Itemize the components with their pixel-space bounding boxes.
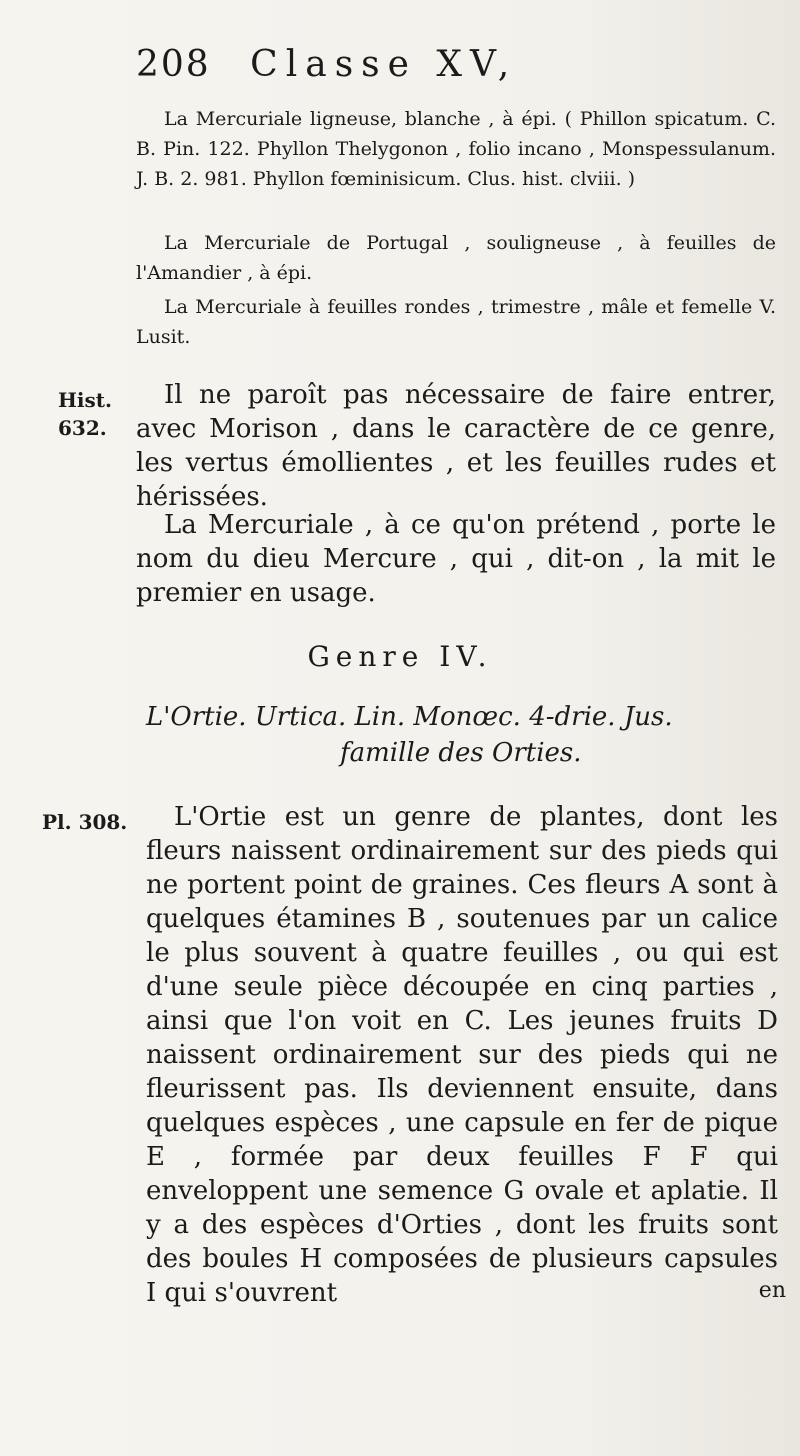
ortie-title-line2: famille des Orties. xyxy=(340,738,582,768)
paragraph-morison: Il ne paroît pas nécessaire de faire entrer, avec Morison , dans le caractère de ce genre, les vertus émollientes , et les feuilles rudes et hérissées. xyxy=(136,380,776,512)
genre-heading: Genre IV. xyxy=(307,640,493,673)
paragraph-mercuriale-ligneuse: La Mercuriale ligneuse, blanche , à épi. ( Phillon spicatum. C. B. Pin. 122. Phyllon Thelygonon , folio incano , Monspessulanum. J. B. 2. 981. Phyllon fœminisicum. Clus. hist. clviii. ) xyxy=(136,108,776,190)
page-header xyxy=(136,44,756,85)
paragraph-ortie-description: L'Ortie est un genre de plantes, dont les fleurs naissent ordinairement sur des pieds qui ne portent point de graines. Ces fleurs A sont à quelques étamines B , soutenues par un calice le plus souvent à quatre feuilles , ou qui est d'une seule pièce découpée en cinq parties , ainsi que l'on voit en C. Les jeunes fruits D naissent ordinairement sur des pieds qui ne fleurissent pas. Ils deviennent ensuite, dans quelques espèces , une capsule en fer de pique E , formée par deux feuilles F F qui enveloppent une semence G ovale et aplatie. Il y a des espèces d'Orties , dont les fruits sont des boules H composées de plusieurs capsules I qui s'ouvrent xyxy=(146,802,778,1308)
page-number: 208 xyxy=(136,44,211,85)
margin-note-hist-number: 632. xyxy=(58,416,107,440)
margin-note-plate: Pl. 308. xyxy=(42,810,128,834)
class-heading: Classe XV, xyxy=(250,44,518,85)
paragraph-mercuriale-portugal: La Mercuriale de Portugal , souligneuse , à feuilles de l'Amandier , à épi. xyxy=(136,232,776,284)
catchword: en xyxy=(758,1278,786,1303)
paragraph-mercure: La Mercuriale , à ce qu'on prétend , porte le nom du dieu Mercure , qui , dit-on , la mit le premier en usage. xyxy=(136,510,776,608)
ortie-title-line1: L'Ortie. Urtica. Lin. Monœc. 4-drie. Jus. xyxy=(146,702,673,732)
margin-note-hist: Hist. xyxy=(58,388,112,412)
paragraph-mercuriale-rondes: La Mercuriale à feuilles rondes , trimestre , mâle et femelle V. Lusit. xyxy=(136,296,776,348)
